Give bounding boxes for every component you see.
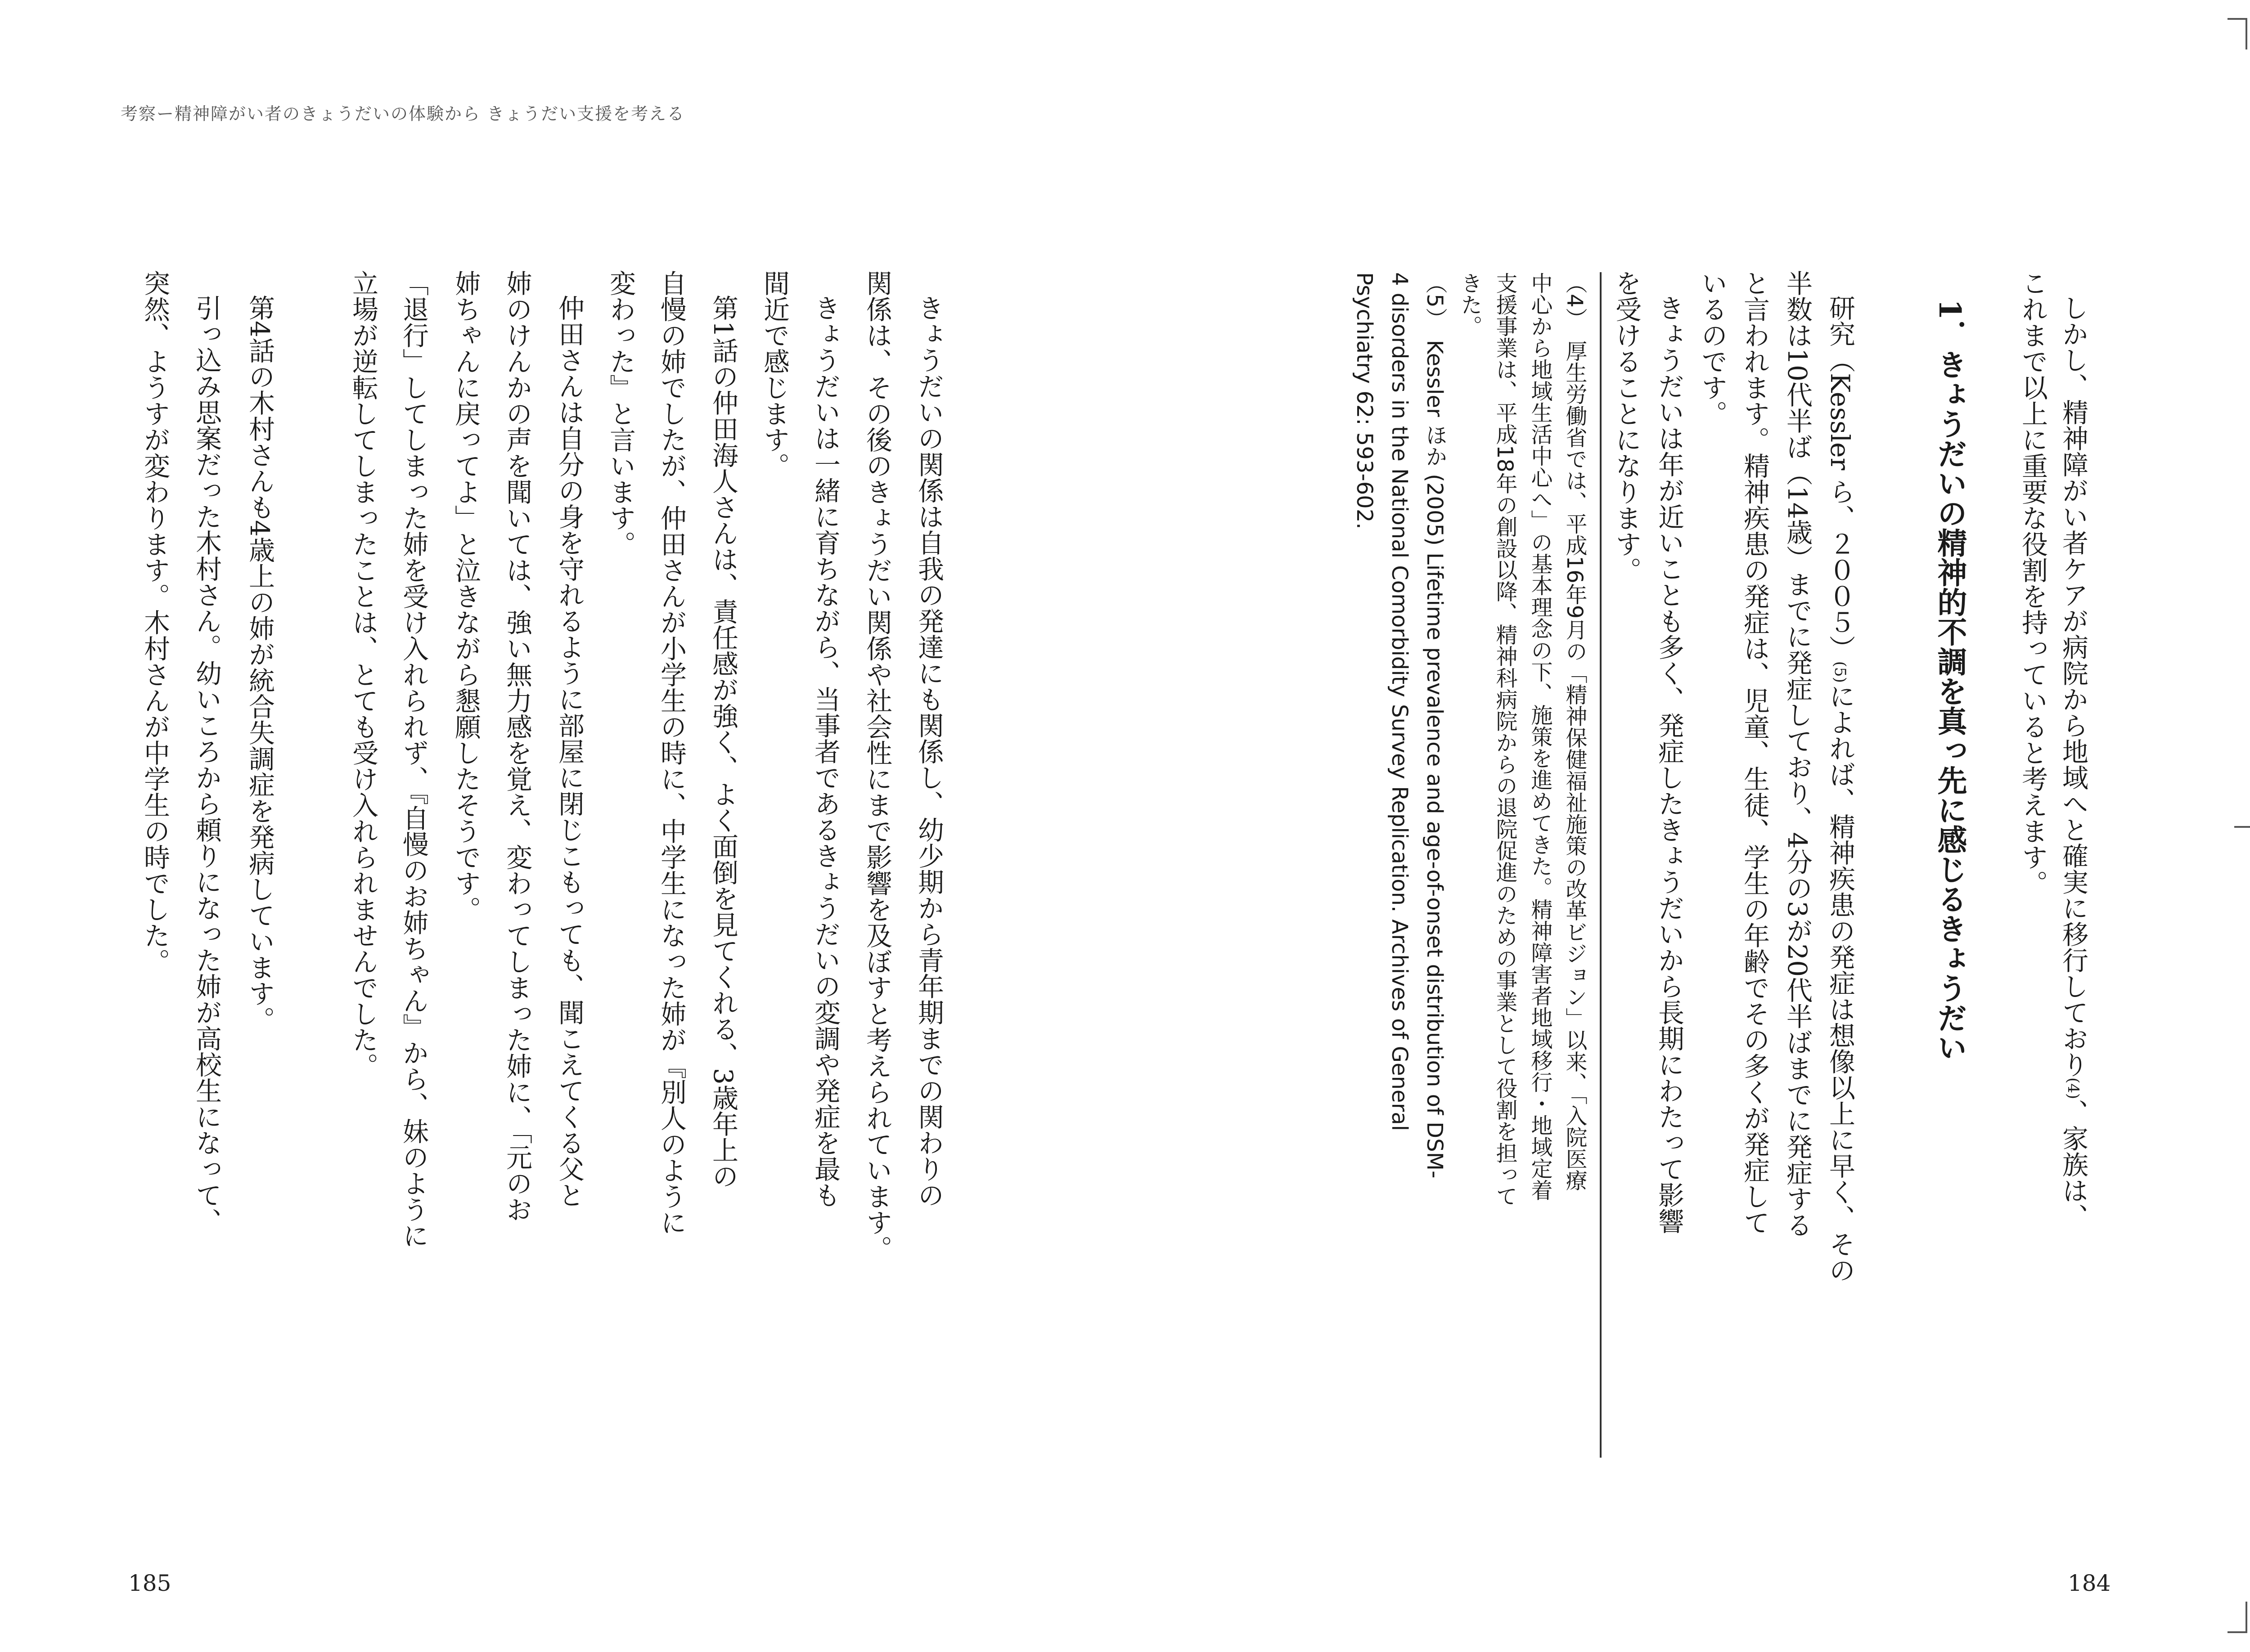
footnote-4-line-3: 支援事業は、平成18年の創設以降、精神科病院からの退院促進のための事業として役割を担って [1492, 272, 1517, 1207]
left-body-line-12: 立場が逆転してしまったことは、とても受け入れられませんでした。 [348, 270, 378, 1079]
crop-mark-middle [2234, 826, 2250, 828]
right-body-line-1-tail: 、家族は、 [2058, 1099, 2088, 1230]
footnote-rule [1600, 272, 1602, 1458]
right-body-line-4-text: 研究（Kessler ら、２００５） [1825, 295, 1855, 661]
footnote-4-line-2: 中心から地域生活中心へ」の基本理念の下、施策を進めてきた。精神障害者地域移行・地域定着 [1527, 272, 1552, 1201]
crop-mark-bottom-h [2228, 1631, 2247, 1633]
note-ref-5[interactable]: (5) [1831, 661, 1849, 683]
left-body-line-4: 間近で感じます。 [759, 270, 790, 479]
right-body-line-4 [1827, 295, 1853, 1283]
left-body-line-11: 「退行」してしまった姉を受け入れられず、『自慢のお姉ちゃん』から、妹のように [398, 270, 429, 1248]
left-body-line-1: きょうだいの関係は自我の発達にも関係し、幼少期から青年期までの関わりの [914, 295, 944, 1208]
right-body-line-7: いるのです。 [1697, 270, 1728, 426]
footnote-5-line-3: Psychiatry 62: 593-602. [1352, 272, 1377, 530]
left-body-line-6: 自慢の姉でしたが、仲田さんが小学生の時に、中学生になった姉が『別人のように [656, 270, 687, 1235]
section-heading: 1．きょうだいの精神的不調を真っ先に感じるきょうだい [1932, 299, 1967, 1062]
left-body-line-14: 引っ込み思案だった木村さん。幼いころから頼りになった姉が高校生になって、 [191, 295, 222, 1234]
page-number-right: 184 [2068, 1570, 2111, 1596]
right-body-line-2: これまで以上に重要な役割を持っていると考えます。 [2017, 270, 2048, 896]
right-body-line-9: を受けることになります。 [1611, 270, 1642, 583]
footnote-4-line-4: きた。 [1457, 272, 1482, 337]
left-body-line-10: 姉ちゃんに戻ってよ」と泣きながら懇願したそうです。 [450, 270, 481, 922]
crop-mark-top [2246, 18, 2247, 49]
left-body-line-9: 姉のけんかの声を聞いては、強い無力感を覚え、変わってしまった姉に、「元のお [502, 270, 532, 1222]
right-body-line-1 [2060, 295, 2086, 1230]
left-body-line-15: 突然、ようすが変わります。木村さんが中学生の時でした。 [140, 270, 170, 974]
footnote-4-line-1: （4） 厚生労働省では、平成16年9月の「精神保健福祉施策の改革ビジョン」以来、「入院医療 [1562, 272, 1587, 1191]
right-body-line-1-text: しかし、精神障がい者ケアが病院から地域へと確実に移行しており [2058, 295, 2088, 1077]
note-ref-4[interactable]: (4) [2064, 1077, 2082, 1100]
left-body-line-5: 第1話の仲田海人さんは、責任感が強く、よく面倒を見てくれる、3歳年上の [708, 295, 738, 1189]
right-body-line-6: と言われます。精神疾患の発症は、児童、生徒、学生の年齢でその多くが発症して [1739, 270, 1770, 1235]
page-number-left: 185 [128, 1570, 171, 1596]
left-body-line-13: 第4話の木村さんも4歳上の姉が統合失調症を発病しています。 [244, 295, 275, 1032]
footnote-5-line-1: （5） Kessler ほか (2005) Lifetime prevalence and age-of-onset distribution of DSM- [1422, 272, 1447, 1179]
running-header: 考察ー精神障がい者のきょうだいの体験から きょうだい支援を考える [121, 104, 685, 124]
crop-mark-top-h [2228, 18, 2247, 20]
right-body-line-8: きょうだいは年が近いことも多く、発症したきょうだいから長期にわたって影響 [1654, 295, 1684, 1234]
crop-mark-bottom [2246, 1602, 2247, 1633]
right-body-line-4-tail: によれば、精神疾患の発症は想像以上に早く、その [1825, 682, 1855, 1283]
left-body-line-7: 変わった』と言います。 [605, 270, 636, 557]
right-body-line-5: 半数は10代半ば（14歳）までに発症しており、4分の3が20代半ばまでに発症する [1782, 270, 1813, 1238]
left-body-line-3: きょうだいは一緒に育ちながら、当事者であるきょうだいの変調や発症を最も [810, 295, 841, 1208]
left-body-line-8: 仲田さんは自分の身を守れるように部屋に閉じこもっても、聞こえてくる父と [554, 295, 585, 1208]
footnote-5-line-2: 4 disorders in the National Comorbidity Survey Replication. Archives of General [1387, 272, 1412, 1131]
left-body-line-2: 関係は、その後のきょうだい関係や社会性にまで影響を及ぼすと考えられています。 [862, 270, 892, 1261]
